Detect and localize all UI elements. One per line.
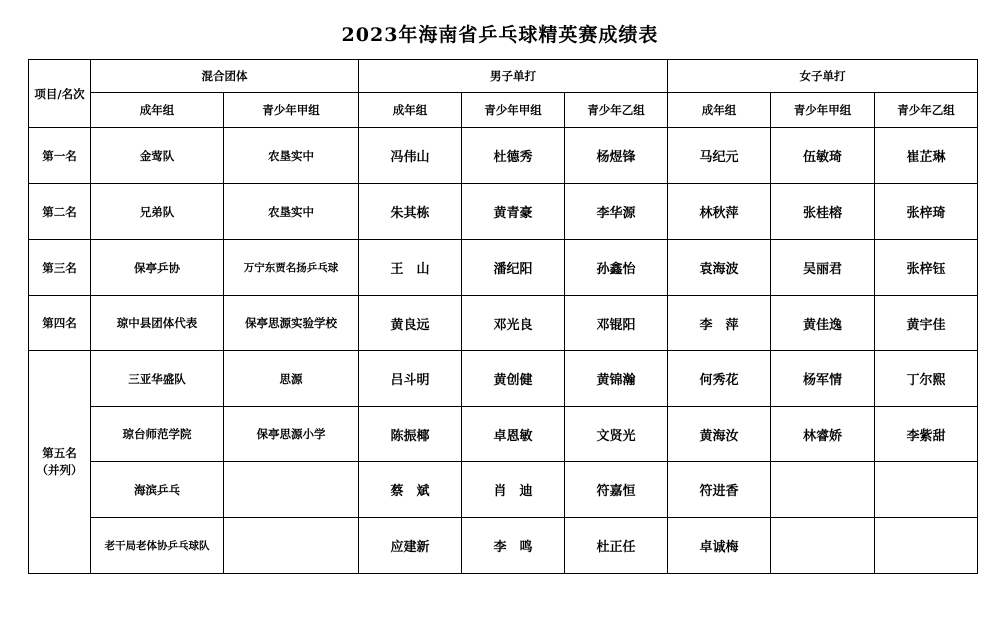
header-womens-singles: 女子单打: [668, 60, 978, 93]
table-cell: 李紫甜: [875, 407, 978, 462]
rank-fifth-tie-label: （并列）: [36, 463, 83, 477]
table-cell: 杨煜锋: [565, 128, 668, 184]
table-cell: [875, 462, 978, 518]
table-row: [29, 351, 978, 407]
table-cell: 李 鸣: [462, 518, 565, 574]
table-cell: 张桂榕: [771, 184, 875, 240]
table-cell: 伍敏琦: [771, 128, 875, 184]
table-cell: 符嘉恒: [565, 462, 668, 518]
rank-cell: 第三名: [29, 240, 91, 296]
table-cell: 符进香: [668, 462, 771, 518]
table-cell: 马纪元: [668, 128, 771, 184]
table-cell: 张梓琦: [875, 184, 978, 240]
rank-cell: 第一名: [29, 128, 91, 184]
table-cell: 海滨乒乓: [91, 462, 224, 518]
table-row: [29, 296, 978, 351]
header-row-2: [29, 93, 978, 128]
table-cell: 杨军情: [771, 351, 875, 407]
table-cell: 冯伟山: [359, 128, 462, 184]
table-cell: 琼台师范学院: [91, 407, 224, 462]
table-row: [29, 518, 978, 574]
table-cell: 黄青豪: [462, 184, 565, 240]
table-cell: 李 萍: [668, 296, 771, 351]
table-row: [29, 462, 978, 518]
rank-fifth-label: 第五名: [42, 446, 77, 460]
table-row: [29, 407, 978, 462]
subheader-cell: 青少年乙组: [565, 93, 668, 128]
table-cell: 陈振椰: [359, 407, 462, 462]
table-cell: [771, 462, 875, 518]
table-cell: 兄弟队: [91, 184, 224, 240]
subheader-cell: 青少年甲组: [771, 93, 875, 128]
table-cell: 金莺队: [91, 128, 224, 184]
subheader-cell: 青少年乙组: [875, 93, 978, 128]
table-cell: 潘纪阳: [462, 240, 565, 296]
table-cell: 杜德秀: [462, 128, 565, 184]
table-cell: 张梓钰: [875, 240, 978, 296]
table-cell: 林睿娇: [771, 407, 875, 462]
table-cell: 李华源: [565, 184, 668, 240]
table-cell: 王 山: [359, 240, 462, 296]
rank-cell: 第二名: [29, 184, 91, 240]
table-cell: 朱其栋: [359, 184, 462, 240]
table-cell: 崔芷琳: [875, 128, 978, 184]
table-cell: 文贤光: [565, 407, 668, 462]
table-row: [29, 240, 978, 296]
subheader-cell: 成年组: [668, 93, 771, 128]
table-cell: 黄宇佳: [875, 296, 978, 351]
table-cell: [875, 518, 978, 574]
table-cell: 邓光良: [462, 296, 565, 351]
table-cell: 邓锟阳: [565, 296, 668, 351]
rank-cell: 第四名: [29, 296, 91, 351]
table-cell: 万宁东贾名扬乒乓球: [224, 240, 359, 296]
table-cell: 孙鑫怡: [565, 240, 668, 296]
header-mixed-team: 混合团体: [91, 60, 359, 93]
table-cell: 琼中县团体代表: [91, 296, 224, 351]
table-cell: 肖 迪: [462, 462, 565, 518]
table-row: [29, 184, 978, 240]
table-cell: 保亭思源实验学校: [224, 296, 359, 351]
table-cell: 黄创健: [462, 351, 565, 407]
header-row-1: [29, 60, 978, 93]
table-row: [29, 128, 978, 184]
table-cell: [224, 518, 359, 574]
table-cell: 农垦实中: [224, 184, 359, 240]
table-cell: 黄锦瀚: [565, 351, 668, 407]
table-cell: 杜正任: [565, 518, 668, 574]
table-cell: 黄海汝: [668, 407, 771, 462]
header-mens-singles: 男子单打: [359, 60, 668, 93]
table-cell: 黄良远: [359, 296, 462, 351]
header-item-rank: 项目/名次: [29, 60, 91, 128]
results-table: [28, 59, 978, 574]
table-cell: 袁海波: [668, 240, 771, 296]
table-cell: 何秀花: [668, 351, 771, 407]
table-cell: 应建新: [359, 518, 462, 574]
table-cell: [224, 462, 359, 518]
table-cell: 卓诚梅: [668, 518, 771, 574]
table-cell: 三亚华盛队: [91, 351, 224, 407]
subheader-cell: 青少年甲组: [462, 93, 565, 128]
subheader-cell: 成年组: [91, 93, 224, 128]
table-cell: 吴丽君: [771, 240, 875, 296]
table-cell: 保亭乒协: [91, 240, 224, 296]
table-cell: 蔡 斌: [359, 462, 462, 518]
table-cell: 思源: [224, 351, 359, 407]
table-cell: 卓恩敏: [462, 407, 565, 462]
table-cell: 农垦实中: [224, 128, 359, 184]
table-cell: [771, 518, 875, 574]
rank-cell-fifth: [29, 351, 91, 574]
page-title: 2023年海南省乒乓球精英赛成绩表: [341, 24, 659, 46]
table-cell: 老干局老体协乒乓球队: [91, 518, 224, 574]
table-cell: 黄佳逸: [771, 296, 875, 351]
table-cell: 林秋萍: [668, 184, 771, 240]
table-cell: 吕斗明: [359, 351, 462, 407]
subheader-cell: 成年组: [359, 93, 462, 128]
table-cell: 丁尔熙: [875, 351, 978, 407]
table-cell: 保亭思源小学: [224, 407, 359, 462]
subheader-cell: 青少年甲组: [224, 93, 359, 128]
